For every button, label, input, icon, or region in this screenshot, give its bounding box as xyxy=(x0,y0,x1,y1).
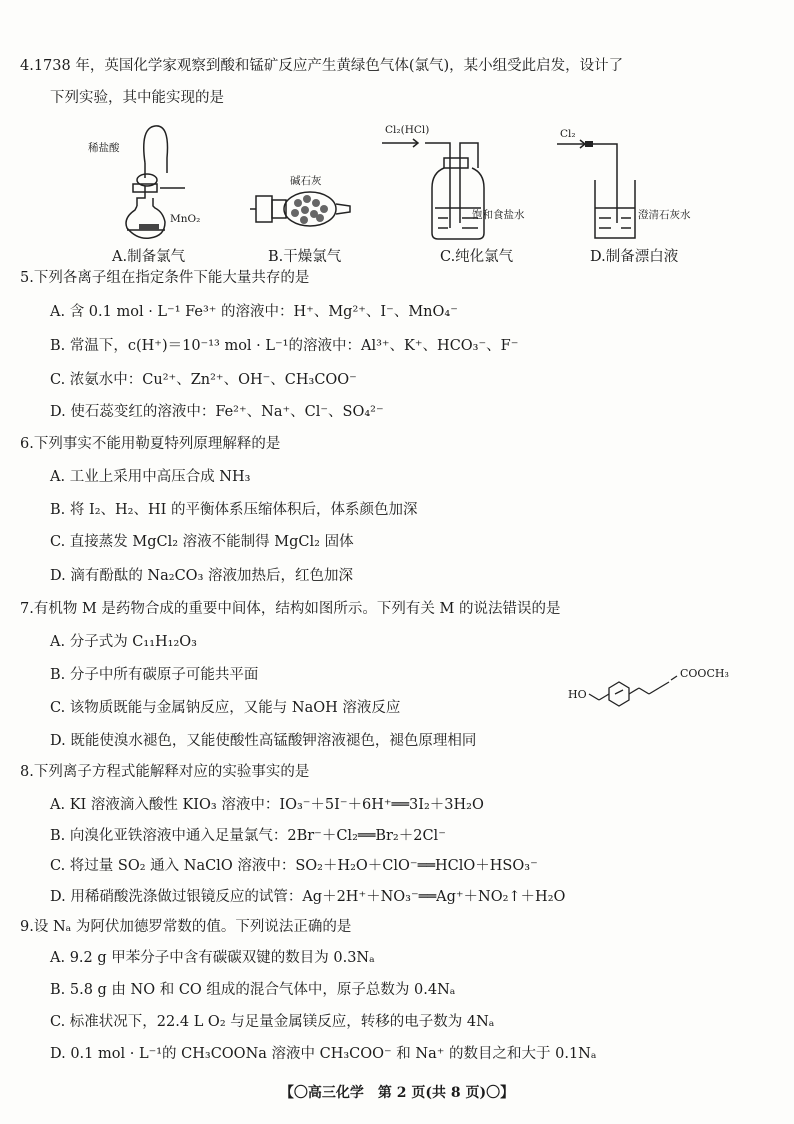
q7-option-a: A. 分子式为 C₁₁H₁₂O₃ xyxy=(50,634,197,650)
q8-option-b: B. 向溴化亚铁溶液中通入足量氯气：2Br⁻＋Cl₂══Br₂＋2Cl⁻ xyxy=(50,828,446,844)
q4-stem-line1: 4.1738 年，英国化学家观察到酸和锰矿反应产生黄绿色气体(氯气)，某小组受此启发，设计了 xyxy=(20,58,624,74)
q8-option-c: C. 将过量 SO₂ 通入 NaClO 溶液中：SO₂＋H₂O＋ClO⁻══HClO＋HSO₃⁻ xyxy=(50,858,538,874)
label-mno2: MnO₂ xyxy=(170,213,201,225)
q5-option-b: B. 常温下，c(H⁺)＝10⁻¹³ mol · L⁻¹的溶液中：Al³⁺、K⁺、HCO₃⁻、F⁻ xyxy=(50,338,519,354)
q9-option-c: C. 标准状况下，22.4 L O₂ 与足量金属镁反应，转移的电子数为 4Nₐ xyxy=(50,1014,495,1030)
caption-a: A.制备氯气 xyxy=(112,249,186,265)
q6-option-d: D. 滴有酚酞的 Na₂CO₃ 溶液加热后，红色加深 xyxy=(50,568,353,584)
q7-option-b: B. 分子中所有碳原子可能共平面 xyxy=(50,667,259,683)
q7-option-d: D. 既能使溴水褪色，又能使酸性高锰酸钾溶液褪色，褪色原理相同 xyxy=(50,733,477,749)
label-saturated-brine: 饱和食盐水 xyxy=(472,209,525,221)
q8-stem: 8.下列离子方程式能解释对应的实验事实的是 xyxy=(20,764,310,780)
apparatus-b-drawing xyxy=(250,186,355,236)
label-dilute-hcl: 稀盐酸 xyxy=(88,142,120,154)
q9-stem: 9.设 Nₐ 为阿伏加德罗常数的值。下列说法正确的是 xyxy=(20,919,352,935)
q6-stem: 6.下列事实不能用勒夏特列原理解释的是 xyxy=(20,436,281,452)
q4-stem-line2: 下列实验，其中能实现的是 xyxy=(50,90,224,106)
q6-option-c: C. 直接蒸发 MgCl₂ 溶液不能制得 MgCl₂ 固体 xyxy=(50,534,354,550)
q5-option-a: A. 含 0.1 mol · L⁻¹ Fe³⁺ 的溶液中：H⁺、Mg²⁺、I⁻、MnO₄⁻ xyxy=(50,304,458,320)
q6-option-b: B. 将 I₂、H₂、HI 的平衡体系压缩体积后，体系颜色加深 xyxy=(50,502,418,518)
q8-option-a: A. KI 溶液滴入酸性 KIO₃ 溶液中：IO₃⁻＋5I⁻＋6H⁺══3I₂＋3H₂O xyxy=(50,797,484,813)
label-ho: HO xyxy=(568,688,587,701)
q5-option-d: D. 使石蕊变红的溶液中：Fe²⁺、Na⁺、Cl⁻、SO₄²⁻ xyxy=(50,404,384,420)
q5-option-c: C. 浓氨水中：Cu²⁺、Zn²⁺、OH⁻、CH₃COO⁻ xyxy=(50,372,357,388)
molecule-m-structure xyxy=(585,668,695,718)
label-cl2: Cl₂ xyxy=(560,128,576,140)
q9-option-d: D. 0.1 mol · L⁻¹的 CH₃COONa 溶液中 CH₃COO⁻ 和 Na⁺ 的数目之和大于 0.1Nₐ xyxy=(50,1046,597,1062)
label-soda-lime: 碱石灰 xyxy=(290,175,322,187)
caption-c: C.纯化氯气 xyxy=(440,249,514,265)
label-limewater: 澄清石灰水 xyxy=(638,209,691,221)
q9-option-b: B. 5.8 g 由 NO 和 CO 组成的混合气体中，原子总数为 0.4Nₐ xyxy=(50,982,456,998)
page-footer: 【〇高三化学 第 2 页(共 8 页)〇】 xyxy=(279,1085,515,1101)
caption-b: B.干燥氯气 xyxy=(268,249,342,265)
label-cl2-hcl: Cl₂(HCl) xyxy=(385,124,430,136)
caption-d: D.制备漂白液 xyxy=(590,249,679,265)
apparatus-c-drawing xyxy=(380,133,490,243)
q7-option-c: C. 该物质既能与金属钠反应，又能与 NaOH 溶液反应 xyxy=(50,700,401,716)
q7-stem: 7.有机物 M 是药物合成的重要中间体，结构如图所示。下列有关 M 的说法错误的是 xyxy=(20,601,561,617)
apparatus-a-drawing xyxy=(115,118,215,243)
q5-stem: 5.下列各离子组在指定条件下能大量共存的是 xyxy=(20,270,310,286)
label-cooch3: COOCH₃ xyxy=(680,667,729,680)
q8-option-d: D. 用稀硝酸洗涤做过银镜反应的试管：Ag＋2H⁺＋NO₃⁻══Ag⁺＋NO₂↑＋H₂O xyxy=(50,889,566,905)
apparatus-d-drawing xyxy=(555,138,645,238)
q9-option-a: A. 9.2 g 甲苯分子中含有碳碳双键的数目为 0.3Nₐ xyxy=(50,950,375,966)
q6-option-a: A. 工业上采用中高压合成 NH₃ xyxy=(50,469,251,485)
